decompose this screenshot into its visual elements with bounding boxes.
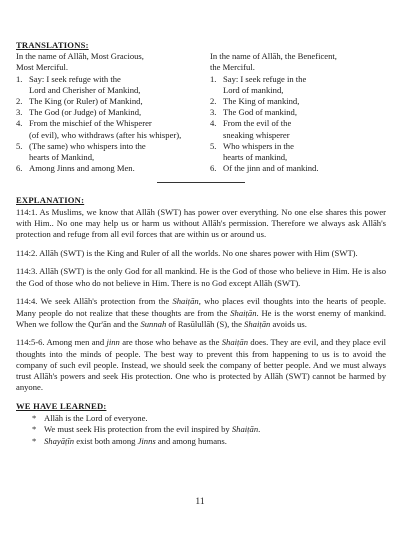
verse-text (29, 96, 188, 107)
verse-number: 6. (16, 163, 23, 174)
verse-item (210, 74, 386, 96)
verse-text (223, 74, 386, 96)
translation-right (210, 51, 386, 174)
verse-line: hearts of Mankind, (29, 152, 95, 163)
italic-term: Shayāṭīn (44, 435, 75, 446)
learned-text (44, 413, 148, 424)
italic-term: Jinns (137, 435, 156, 446)
verse-number: 2. (210, 96, 217, 107)
verse-item (210, 163, 386, 174)
explanation-body (16, 207, 386, 394)
verse-number: 1. (210, 73, 217, 84)
verse-line: Who whispers in the (223, 140, 294, 151)
section-divider (157, 182, 245, 183)
verse-line: (The same) who whispers into the (29, 140, 146, 151)
verse-number: 3. (210, 107, 217, 118)
verse-line: The God (or Judge) of Mankind, (29, 107, 142, 118)
verse-number: 2. (16, 96, 23, 107)
verse-line: Lord and Cherisher of Mankind, (29, 84, 141, 95)
text-run: . (258, 424, 261, 435)
text-run: Allāh is the Lord of everyone. (44, 413, 148, 424)
verse-line: Lord of mankind, (223, 84, 284, 95)
verse-number: 5. (16, 140, 23, 151)
explanation-paragraph (16, 296, 386, 330)
verse-number: 3. (16, 107, 23, 118)
italic-term: Shaiṭān (231, 424, 259, 435)
verse-item (210, 96, 386, 107)
text-run: 114:1. As Muslims, we know that Allāh (SWT) has power over everything. No one else shares this power with Him.. No one may help us or harm us without Allāh's permission. Therefore we always ask Allāh's protection and refuge from all evil forces that are within us or around us. (16, 206, 386, 240)
text-run: of Rasūlullāh (S), the (166, 318, 245, 329)
verse-line: Say: I seek refuge in the (223, 73, 307, 84)
verse-line: hearts of mankind, (223, 152, 288, 163)
translation-intro-line: the Merciful. (210, 62, 255, 73)
asterisk-icon: * (32, 413, 37, 424)
verse-item (16, 141, 188, 163)
verse-number: 4. (210, 118, 217, 129)
verse-line: From the mischief of the Whisperer (29, 118, 152, 129)
italic-term: Shaiṭān (244, 318, 271, 329)
text-run: are those who behave as the (119, 337, 222, 348)
verse-item (16, 163, 188, 174)
verse-line: The King (or Ruler) of Mankind, (29, 96, 143, 107)
verse-text (29, 141, 188, 163)
text-run: 114:3. Allāh (SWT) is the only God for all mankind. He is the God of those who believe in Him. He is also the God of those who do not believe in Him. There is no God except Allāh (SWT). (16, 266, 386, 288)
italic-term: Shaiṭān (230, 307, 257, 318)
italic-term: Shaiṭān (221, 337, 249, 348)
verse-text (29, 163, 188, 174)
verse-line: sneaking whisperer (223, 129, 290, 140)
translation-left (16, 51, 188, 174)
learned-list (16, 413, 386, 447)
text-run: 114:2. Allāh (SWT) is the King and Ruler of all the worlds. No one shares power with Him (SWT). (16, 247, 358, 258)
verse-item (210, 141, 386, 163)
verse-text (29, 107, 188, 118)
verse-line: From the evil of the (223, 118, 292, 129)
asterisk-icon: * (32, 424, 37, 435)
verse-line: The King of mankind, (223, 96, 300, 107)
explanation-paragraph (16, 248, 386, 259)
text-run: . He is the worst enemy of mankind. When we follow the Qur'ān and the (16, 307, 386, 329)
verse-text (223, 107, 386, 118)
verse-text (223, 141, 386, 163)
text-run: does. They are evil, and they place evil thoughts into the minds of people. The best way to prevent this from happening to us is to avoid the company of such evil people. Instead, we should seek the company of better people. And we must always trust Allāh's powers and seek His protection. One who is protected by Allāh (SWT) cannot be harmed by anyone. (16, 337, 386, 393)
verse-number: 5. (210, 140, 217, 151)
explanation-heading: EXPLANATION: (16, 195, 85, 206)
verse-item (210, 118, 386, 140)
text-run: and among humans. (155, 435, 227, 446)
asterisk-icon: * (32, 435, 37, 446)
learned-text (44, 436, 227, 447)
explanation-paragraph (16, 207, 386, 241)
text-run: We must seek His protection from the evil inspired by (44, 424, 232, 435)
translation-intro-line: In the name of Allāh, Most Gracious, (16, 51, 144, 62)
verse-item (16, 107, 188, 118)
text-run: avoids us. (270, 318, 307, 329)
verse-line: The God of mankind, (223, 107, 297, 118)
text-run: exist both among (74, 435, 138, 446)
learned-item (32, 413, 386, 424)
verse-text (29, 118, 188, 140)
verse-text (223, 96, 386, 107)
verse-item (16, 118, 188, 140)
verse-text (223, 163, 386, 174)
explanation-paragraph (16, 337, 386, 393)
explanation-paragraph (16, 266, 386, 288)
verse-text (29, 74, 188, 96)
learned-text (44, 424, 260, 435)
italic-term: Sunnah (140, 318, 167, 329)
translation-intro-line: Most Merciful. (16, 62, 69, 73)
verse-item (16, 74, 188, 96)
verse-text (223, 118, 386, 140)
verse-line: Say: I seek refuge with the (29, 73, 121, 84)
text-run: 114:5-6. Among men and (16, 337, 107, 348)
translation-intro-line: In the name of Allāh, the Beneficent, (210, 51, 337, 62)
page-number: 11 (195, 497, 205, 507)
italic-term: Shaiṭān (172, 296, 199, 307)
verse-number: 4. (16, 118, 23, 129)
verse-line: Among Jinns and among Men. (29, 163, 135, 174)
learned-item (32, 424, 386, 435)
text-run: , who places evil thoughts into the hearts of people. Many people do not realize that these thoughts are from the (16, 296, 386, 318)
verse-item (16, 96, 188, 107)
verse-number: 6. (210, 163, 217, 174)
translations-heading: TRANSLATIONS: (16, 40, 89, 50)
text-run: 114:4. We seek Allāh's protection from the (16, 296, 173, 307)
verse-line: Of the jinn and of mankind. (223, 163, 319, 174)
verse-number: 1. (16, 73, 23, 84)
learned-item (32, 436, 386, 447)
italic-term: jinn (106, 337, 120, 348)
verse-item (210, 107, 386, 118)
page-content (16, 40, 386, 447)
verse-line: (of evil), who withdraws (after his whisper), (29, 129, 182, 140)
learned-heading: WE HAVE LEARNED: (16, 400, 107, 411)
translations-columns (16, 51, 386, 174)
